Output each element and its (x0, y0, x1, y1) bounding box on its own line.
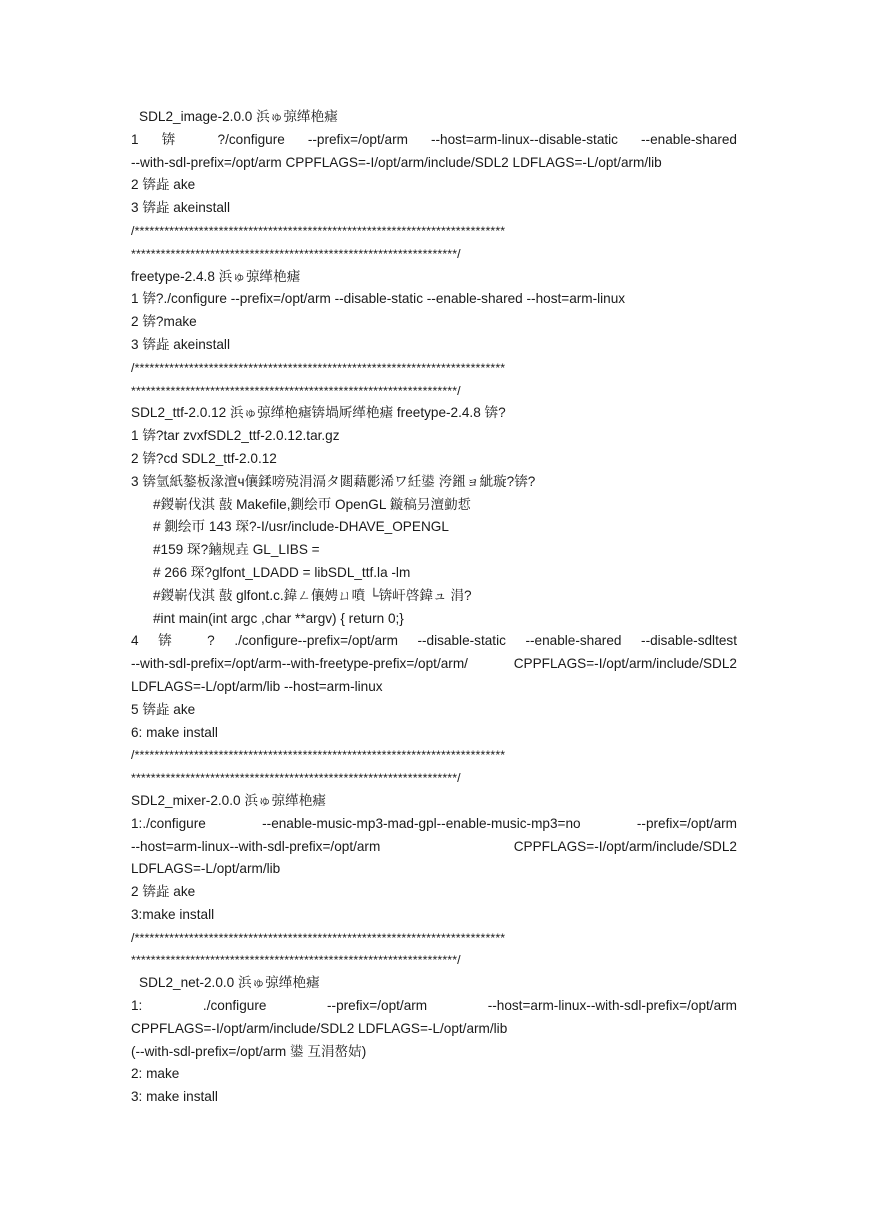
separator-line: ******************************************************************/ (131, 953, 461, 968)
text-line: 4 锛 ? ./configure--prefix=/opt/arm --disable-static --enable-shared --disable-sdltest (131, 633, 737, 649)
text-line: 3 锛歮 akeinstall (131, 336, 230, 352)
text-line: LDFLAGS=-L/opt/arm/lib (131, 861, 281, 877)
text-line: 3 锛氫紙鏊板湪澶ч儴鍒嗙殑涓滆タ閮藉彲浠ワ紝鍙 洿鎺ョ紪璇?锛? (131, 473, 536, 489)
text-line: --with-sdl-prefix=/opt/arm--with-freetype-prefix=/opt/arm/ CPPFLAGS=-I/opt/arm/include/SDL2 (131, 656, 737, 672)
text-line: 2 锛歮 ake (131, 884, 196, 900)
separator-line: ******************************************************************/ (131, 383, 461, 398)
separator-line: /*************************************************************************** (131, 223, 506, 238)
separator-line: /*************************************************************************** (131, 360, 506, 375)
text-line: CPPFLAGS=-I/opt/arm/include/SDL2 LDFLAGS=-L/opt/arm/lib (131, 1020, 508, 1036)
text-line: 1 锛 ?/configure --prefix=/opt/arm --host=arm-linux--disable-static --enable-shared (131, 131, 737, 147)
separator-line: /*************************************************************************** (131, 748, 506, 763)
separator-line: ******************************************************************/ (131, 246, 461, 261)
text-line: 2 锛歮 ake (131, 177, 196, 193)
text-line: 2: make (131, 1066, 180, 1082)
text-line: LDFLAGS=-L/opt/arm/lib --host=arm-linux (131, 678, 383, 694)
text-line: # 266 琛?glfont_LDADD = libSDL_ttf.la -lm (153, 564, 411, 580)
text-line: 3: make install (131, 1089, 218, 1105)
text-line: 3:make install (131, 906, 215, 922)
text-line: --with-sdl-prefix=/opt/arm CPPFLAGS=-I/opt/arm/include/SDL2 LDFLAGS=-L/opt/arm/lib (131, 154, 662, 170)
separator-line: ******************************************************************/ (131, 771, 461, 786)
text-line: #159 琛?鏀规垚 GL_LIBS = (153, 542, 320, 558)
separator-line: /*************************************************************************** (131, 930, 506, 945)
text-line: 6: make install (131, 724, 218, 740)
text-line: SDL2_mixer-2.0.0 浜ゅ弶缂栬瘧 (131, 792, 326, 808)
text-line: #鍐嶄伐淇 敼 Makefile,鍘绘帀 OpenGL 鏇稿叧澶勭悊 (153, 496, 472, 512)
text-line: freetype-2.4.8 浜ゅ弶缂栬瘧 (131, 268, 301, 284)
document-body (131, 106, 737, 1109)
text-line: SDL2_ttf-2.0.12 浜ゅ弶缂栬瘧锛堝厛缂栬瘧 freetype-2.4.8 锛? (131, 405, 506, 421)
text-line: 2 锛?make (131, 314, 197, 330)
text-line: 2 锛?cd SDL2_ttf-2.0.12 (131, 450, 277, 466)
text-line: #int main(int argc ,char **argv) { return 0;} (153, 610, 404, 626)
text-line: 1 锛?./configure --prefix=/opt/arm --disable-static --enable-shared --host=arm-linux (131, 291, 626, 307)
text-line: (--with-sdl-prefix=/opt/arm 鍙 互涓嶅姞) (131, 1043, 367, 1059)
text-line: SDL2_image-2.0.0 浜ゅ弶缂栬瘧 (139, 109, 338, 124)
text-line: 1: ./configure --prefix=/opt/arm --host=arm-linux--with-sdl-prefix=/opt/arm (131, 998, 737, 1014)
text-line: # 鍘绘帀 143 琛?-I/usr/include-DHAVE_OPENGL (153, 519, 449, 535)
text-line: 1:./configure --enable-music-mp3-mad-gpl--enable-music-mp3=no --prefix=/opt/arm (131, 815, 737, 831)
text-line: #鍐嶄伐淇 敼 glfont.c.鍏ㄥ儴娉ㄩ噴 └锛屽啓鍏ュ 涓? (153, 587, 472, 603)
text-line: --host=arm-linux--with-sdl-prefix=/opt/arm CPPFLAGS=-I/opt/arm/include/SDL2 (131, 838, 737, 854)
text-line: 5 锛歮 ake (131, 701, 196, 717)
text-line: 1 锛?tar zvxfSDL2_ttf-2.0.12.tar.gz (131, 428, 340, 444)
text-line: 3 锛歮 akeinstall (131, 200, 230, 216)
text-line: SDL2_net-2.0.0 浜ゅ弶缂栬瘧 (139, 975, 320, 991)
